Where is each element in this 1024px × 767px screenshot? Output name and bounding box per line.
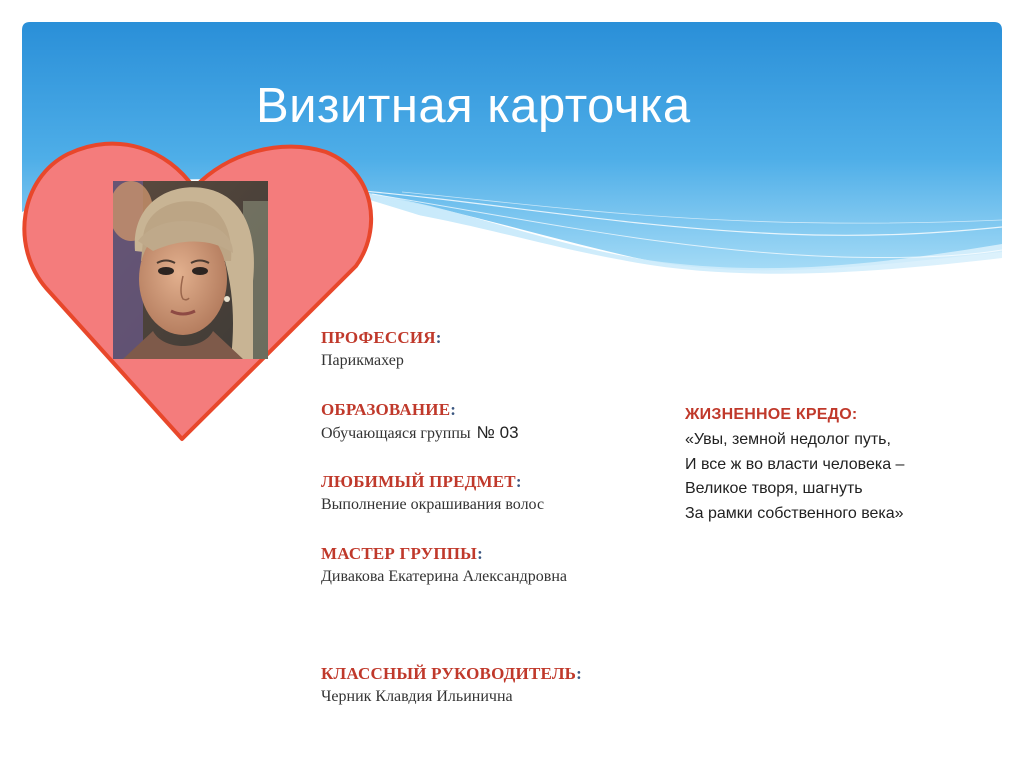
credo-line: «Увы, земной недолог путь, — [685, 431, 891, 448]
credo-line: За рамки собственного века» — [685, 504, 904, 522]
portrait-photo — [113, 181, 268, 359]
group-number: № 03 — [476, 423, 519, 442]
credo-title: ЖИЗНЕННОЕ КРЕДО: — [685, 406, 858, 423]
field-value-group-master: Дивакова Екатерина Александровна — [321, 568, 567, 585]
field-value-profession: Парикмахер — [321, 352, 404, 369]
life-credo — [685, 406, 904, 526]
field-label-class-teacher: КЛАССНЫЙ РУКОВОДИТЕЛЬ: — [321, 664, 582, 683]
field-value-class-teacher: Черник Клавдия Ильинична — [321, 688, 513, 705]
field-value-favorite-subject: Выполнение окрашивания волос — [321, 496, 545, 513]
field-label-profession: ПРОФЕССИЯ: — [321, 328, 442, 347]
credo-line: Великое творя, шагнуть — [685, 480, 863, 497]
field-label-favorite-subject: ЛЮБИМЫЙ ПРЕДМЕТ: — [321, 472, 522, 491]
field-label-group-master: МАСТЕР ГРУППЫ: — [321, 544, 483, 563]
field-value-education: Обучающаяся группы № 03 — [321, 423, 519, 442]
credo-line: И все ж во власти человека – — [685, 455, 905, 473]
slide-title: Визитная карточка — [256, 79, 691, 133]
field-label-education: ОБРАЗОВАНИЕ: — [321, 400, 457, 419]
